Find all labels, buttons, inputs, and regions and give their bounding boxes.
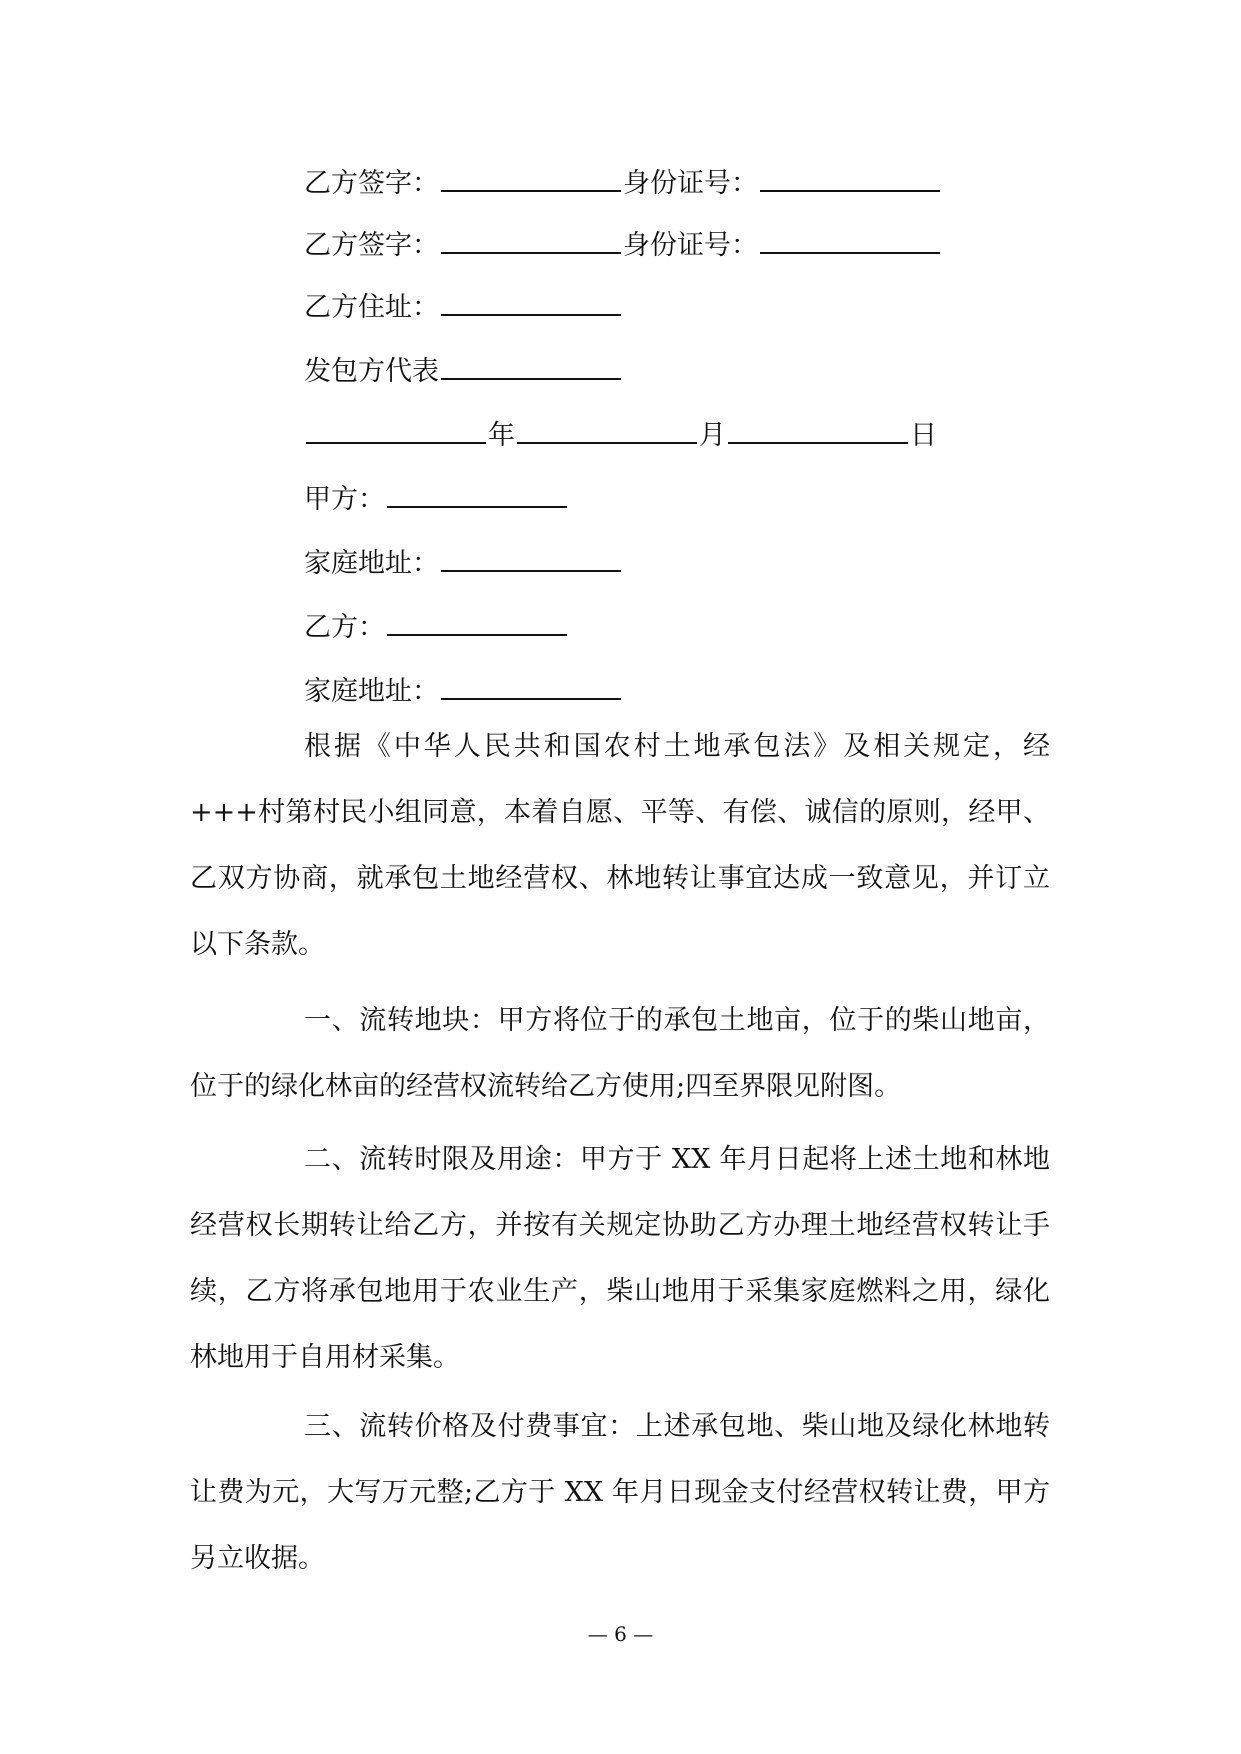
rep-label: 发包方代表 <box>304 356 439 387</box>
sign-label: 乙方签字： <box>304 168 439 199</box>
rep-blank <box>441 350 621 380</box>
address-line-b <box>304 286 623 328</box>
address-blank <box>441 286 621 316</box>
address-b-label: 乙方住址： <box>304 292 439 323</box>
day-label: 日 <box>910 420 937 451</box>
party-b-label: 乙方： <box>304 612 385 643</box>
home-a-line <box>304 542 623 584</box>
day-blank <box>728 414 908 444</box>
id-blank <box>760 162 940 192</box>
home-a-label: 家庭地址： <box>304 548 439 579</box>
signature-line-2 <box>304 224 942 266</box>
month-label: 月 <box>699 420 726 451</box>
party-a-label: 甲方： <box>304 484 385 515</box>
signature-blank <box>441 162 621 192</box>
signature-line-1 <box>304 162 942 204</box>
representative-line <box>304 350 623 392</box>
home-b-line <box>304 670 623 712</box>
paragraph-clause-1: 一、流转地块：甲方将位于的承包土地亩，位于的柴山地亩，位于的绿化林亩的经营权流转给乙方使用;四至界限见附图。 <box>190 1005 1050 1102</box>
party-a-line <box>304 478 569 520</box>
paragraph-intro: 根据《中华人民共和国农村土地承包法》及相关规定，经+++村第村民小组同意，本着自愿、平等、有偿、诚信的原则，经甲、乙双方协商，就承包土地经营权、林地转让事宜达成一致意见，并订立以下条款。 <box>190 731 1050 960</box>
id-blank <box>760 224 940 254</box>
id-label: 身份证号： <box>623 168 758 199</box>
signature-blank <box>441 224 621 254</box>
party-b-line <box>304 606 569 648</box>
paragraph-clause-3: 三、流转价格及付费事宜：上述承包地、柴山地及绿化林地转让费为元，大写万元整;乙方于 XX 年月日现金支付经营权转让费，甲方另立收据。 <box>190 1411 1050 1574</box>
year-label: 年 <box>488 420 515 451</box>
year-blank <box>306 414 486 444</box>
sign-label: 乙方签字： <box>304 230 439 261</box>
home-b-blank <box>441 670 621 700</box>
id-label: 身份证号： <box>623 230 758 261</box>
paragraph-clause-2: 二、流转时限及用途：甲方于 XX 年月日起将上述土地和林地经营权长期转让给乙方，并按有关规定协助乙方办理土地经营权转让手续，乙方将承包地用于农业生产，柴山地用于采集家庭燃料之用，绿化林地用于自用材采集。 <box>190 1144 1050 1373</box>
month-blank <box>517 414 697 444</box>
party-a-blank <box>387 478 567 508</box>
home-b-label: 家庭地址： <box>304 676 439 707</box>
date-line <box>304 414 937 456</box>
page-number: — 6 — <box>587 1622 654 1646</box>
party-b-blank <box>387 606 567 636</box>
home-a-blank <box>441 542 621 572</box>
